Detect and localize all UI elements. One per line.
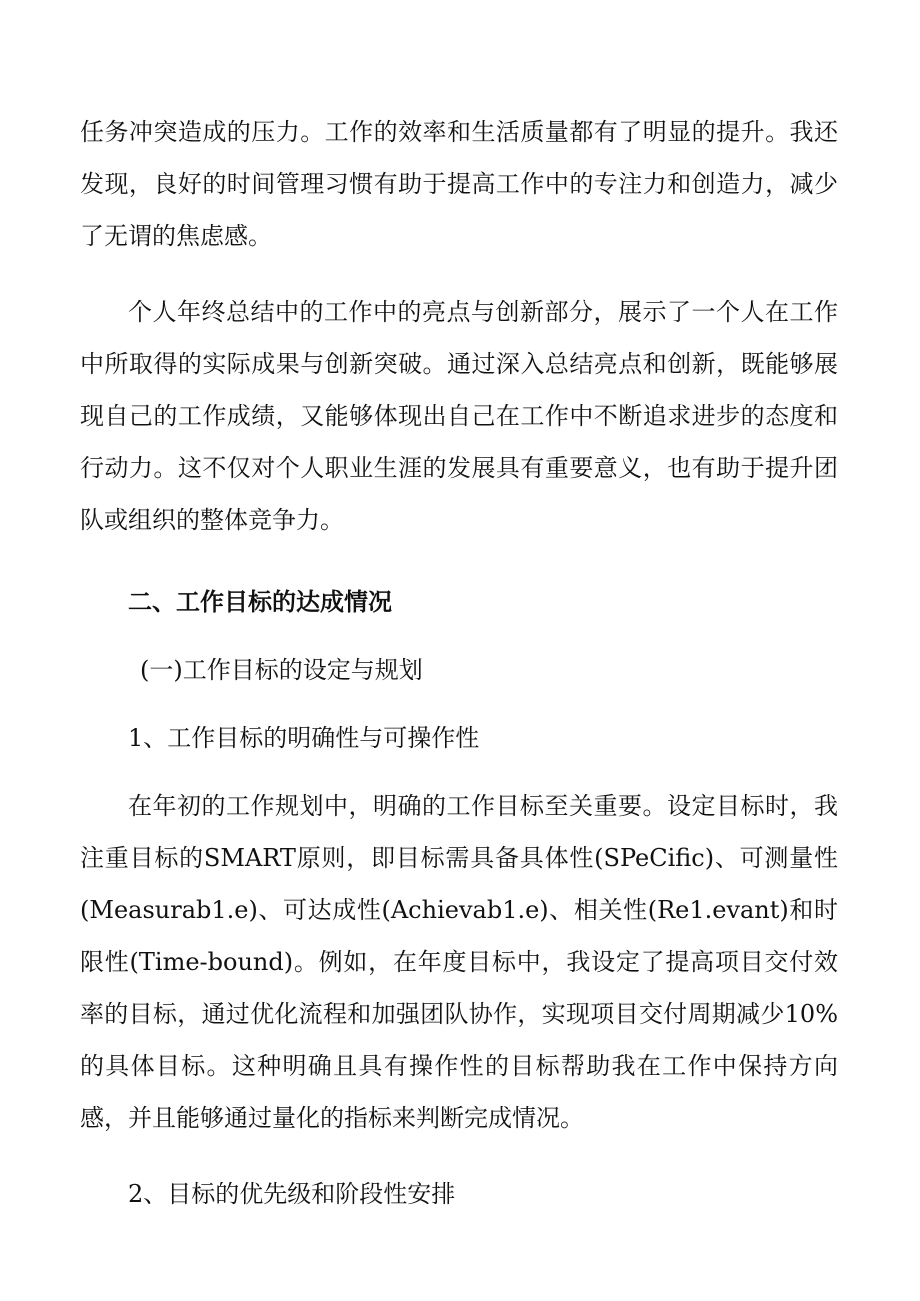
subsection-heading-goal-setting: (一)工作目标的设定与规划 [140,656,423,684]
paragraph-smart-goals: 在年初的工作规划中，明确的工作目标至关重要。设定目标时，我注重目标的SMART原则，即目标需具备具体性(SPeCific)、可测量性(Measurab1.e)、可达成性(Achievab1.e)、相关性(Re1.evant)和时限性(Time-bound)。例如，在年度目标中，我设定了提高项目交付效率的目标，通过优化流程和加强团队协作，实现项目交付周期减少10%的具体目标。这种明确且具有操作性的目标帮助我在工作中保持方向感，并且能够通过量化的指标来判断完成情况。 [80,792,838,1132]
paragraph-highlights-innovation: 个人年终总结中的工作中的亮点与创新部分，展示了一个人在工作中所取得的实际成果与创新突破。通过深入总结亮点和创新，既能够展现自己的工作成绩，又能够体现出自己在工作中不断追求进步的态度和行动力。这不仅对个人职业生涯的发展具有重要意义，也有助于提升团队或组织的整体竞争力。 [80,298,838,534]
item-heading-goal-priority: 2、目标的优先级和阶段性安排 [128,1180,456,1208]
paragraph-time-management: 任务冲突造成的压力。工作的效率和生活质量都有了明显的提升。我还发现，良好的时间管理习惯有助于提高工作中的专注力和创造力，减少了无谓的焦虑感。 [80,118,838,250]
item-heading-goal-clarity: 1、工作目标的明确性与可操作性 [128,724,480,752]
section-heading-goals: 二、工作目标的达成情况 [128,588,392,616]
document-body [80,106,838,1220]
